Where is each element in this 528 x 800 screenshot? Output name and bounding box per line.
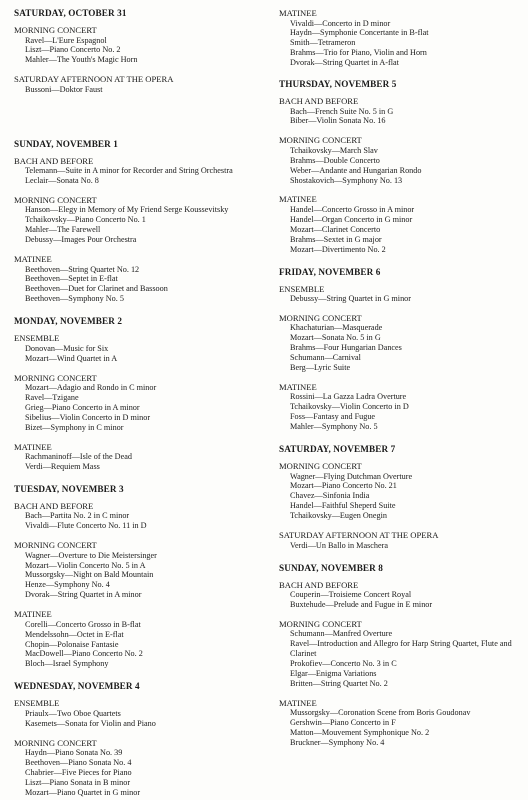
section-title: MATINEE: [14, 254, 52, 265]
program-list: [279, 294, 519, 304]
program-item: Bruckner—Symphony No. 4: [290, 737, 385, 747]
program-section: [14, 254, 259, 304]
day-block-friday-november-6: [279, 267, 519, 433]
day-block-wednesday-november-4: [14, 681, 259, 797]
section-title: BACH AND BEFORE: [279, 579, 359, 590]
program-item: Bach—French Suite No. 5 in G: [290, 106, 394, 116]
program-section: [14, 74, 259, 94]
program-section: [14, 738, 259, 798]
program-item: Bussoni—Doktor Faust: [25, 84, 103, 94]
program-list: [279, 19, 519, 69]
program-item: Mozart—Adagio and Rondo in C minor: [25, 383, 157, 392]
program-list: [279, 146, 519, 186]
day-heading: SUNDAY, NOVEMBER 8: [279, 562, 383, 573]
program-item: Prokofiev—Concerto No. 3 in C: [290, 659, 397, 669]
section-title: MORNING CONCERT: [279, 312, 362, 323]
program-item: Mozart—Clarinet Concerto: [290, 224, 381, 234]
program-list: [14, 452, 259, 472]
program-item: Vivaldi—Concerto in D minor: [290, 18, 391, 28]
program-item: Hanson—Elegy in Memory of My Friend Serge Koussevitsky: [25, 205, 229, 215]
program-section: [14, 698, 259, 728]
section-title: MORNING CONCERT: [14, 372, 97, 383]
program-section: [14, 25, 259, 65]
program-item: Mozart—Piano Concerto No. 21: [290, 481, 397, 491]
program-section: [279, 461, 519, 521]
program-item: Shostakovich—Symphony No. 13: [290, 175, 403, 185]
program-item: Donovan—Music for Six: [25, 343, 109, 353]
program-section: [279, 8, 519, 68]
program-item: Couperin—Troisieme Concert Royal: [290, 590, 412, 599]
program-item: Beethoven—Duet for Clarinet and Bassoon: [25, 284, 168, 294]
program-list: [14, 36, 259, 66]
program-item: Dvorak—String Quartet in A minor: [25, 590, 142, 600]
program-item: Henze—Symphony No. 4: [25, 580, 110, 590]
program-section: [14, 195, 259, 245]
section-title: MATINEE: [14, 441, 52, 452]
program-list: [14, 748, 259, 798]
section-title: MATINEE: [279, 8, 317, 18]
program-section: [279, 135, 519, 185]
section-title: ENSEMBLE: [14, 698, 60, 709]
program-list: [14, 85, 259, 95]
program-item: Handel—Concerto Grosso in A minor: [290, 204, 415, 214]
day-block-thursday-november-5: [279, 79, 519, 254]
program-section: [279, 530, 519, 550]
program-list: [14, 205, 259, 245]
program-section: [14, 156, 259, 186]
program-item: Foss—Fantasy and Fugue: [290, 412, 376, 422]
program-item: Haydn—Symphonie Concertante in B-flat: [290, 28, 429, 38]
program-item: Brahms—Sextet in G major: [290, 234, 382, 244]
day-block-saturday-november-7: [279, 444, 519, 550]
program-item: Tchaikovsky—Eugen Onegin: [290, 511, 387, 521]
program-list: [279, 472, 519, 522]
program-section: [14, 333, 259, 363]
program-list: [14, 344, 259, 364]
section-title: MATINEE: [279, 697, 317, 708]
program-list: [14, 166, 259, 186]
program-item: Brahms—Four Hungarian Dances: [290, 343, 402, 353]
program-list: [279, 590, 519, 610]
program-list: [279, 629, 519, 688]
program-item: Debussy—String Quartet in G minor: [290, 294, 411, 303]
program-item: Brahms—Trio for Piano, Violin and Horn: [290, 48, 427, 58]
program-item: Matton—Mouvement Symphonique No. 2: [290, 728, 430, 738]
program-list: [279, 392, 519, 432]
program-item: Chavez—Sinfonia India: [290, 491, 370, 501]
program-item: Mahler—The Youth's Magic Horn: [25, 55, 138, 65]
section-title: MATINEE: [279, 194, 317, 205]
day-block-sunday-november-8: [279, 563, 519, 748]
program-item: Grieg—Piano Concerto in A minor: [25, 402, 140, 412]
program-item: Tchaikovsky—Piano Concerto No. 1: [25, 215, 146, 225]
program-item: Dvorak—String Quartet in A-flat: [290, 58, 399, 68]
program-item: Schumann—Manfred Overture: [290, 629, 393, 639]
section-title: MATINEE: [279, 381, 317, 392]
section-title: BACH AND BEFORE: [14, 155, 94, 166]
program-item: Debussy—Images Pour Orchestra: [25, 235, 137, 245]
program-item: Beethoven—String Quartet No. 12: [25, 264, 140, 274]
program-item: Leclair—Sonata No. 8: [25, 176, 99, 186]
program-item: Kasemets—Sonata for Violin and Piano: [25, 718, 156, 728]
program-item: Handel—Organ Concerto in G minor: [290, 214, 413, 224]
program-list: [279, 323, 519, 373]
day-heading: MONDAY, NOVEMBER 2: [14, 316, 123, 327]
program-section: [279, 284, 519, 304]
program-item: Smith—Tetrameron: [290, 38, 356, 48]
day-block-saturday-october-31: [14, 8, 259, 95]
program-section: [14, 501, 259, 531]
program-section: [279, 96, 519, 126]
program-item: MacDowell—Piano Concerto No. 2: [25, 649, 143, 659]
section-title: MORNING CONCERT: [279, 618, 362, 629]
section-title: MORNING CONCERT: [14, 737, 97, 748]
program-item: Ravel—L'Eure Espagnol: [25, 35, 107, 45]
program-item: Sibelius—Violin Concerto in D minor: [25, 412, 151, 422]
program-item: Mussorgsky—Night on Bald Mountain: [25, 570, 154, 580]
program-item: Beethoven—Piano Sonata No. 4: [25, 757, 132, 767]
program-section: [279, 619, 519, 689]
program-item: Beethoven—Symphony No. 5: [25, 294, 124, 304]
program-item: Liszt—Piano Concerto No. 2: [25, 45, 121, 55]
program-item: Mendelssohn—Octet in E-flat: [25, 629, 124, 639]
day-block-monday-november-2: [14, 316, 259, 472]
program-section: [14, 540, 259, 600]
program-item: Elgar—Enigma Variations: [290, 668, 377, 678]
program-item: Vivaldi—Flute Concerto No. 11 in D: [25, 521, 147, 531]
program-list: [14, 511, 259, 531]
day-heading: SATURDAY, NOVEMBER 7: [279, 444, 396, 455]
day-block-continued: [279, 8, 519, 68]
program-item: Tchaikovsky—Violin Concerto in D: [290, 402, 409, 412]
program-item: Rossini—La Gazza Ladra Overture: [290, 392, 407, 402]
program-item: Priaulx—Two Oboe Quartets: [25, 708, 121, 718]
program-item: Wagner—Flying Dutchman Overture: [290, 471, 413, 481]
program-section: [279, 382, 519, 432]
right-column: [279, 8, 519, 748]
program-item: Rachmaninoff—Isle of the Dead: [25, 452, 132, 462]
program-list: [14, 383, 259, 433]
program-item: Haydn—Piano Sonata No. 39: [25, 748, 123, 758]
program-item: Liszt—Piano Sonata in B minor: [25, 777, 131, 787]
program-list: [14, 709, 259, 729]
day-heading: FRIDAY, NOVEMBER 6: [279, 266, 381, 277]
program-item: Mahler—Symphony No. 5: [290, 422, 378, 432]
left-column: [14, 8, 259, 798]
program-item: Wagner—Overture to Die Meistersinger: [25, 550, 157, 560]
program-item: Bach—Partita No. 2 in C minor: [25, 511, 130, 521]
day-block-tuesday-november-3: [14, 484, 259, 669]
program-item: Weber—Andante and Hungarian Rondo: [290, 165, 422, 175]
program-list: [279, 541, 519, 551]
program-item: Schumann—Carnival: [290, 353, 361, 363]
program-item: Mozart—Sonata No. 5 in G: [290, 333, 381, 343]
day-heading: SATURDAY, OCTOBER 31: [14, 8, 127, 18]
program-list: [14, 551, 259, 601]
program-item: Telemann—Suite in A minor for Recorder and String Orchestra: [25, 166, 233, 176]
program-section: [279, 313, 519, 373]
program-item: Mozart—Violin Concerto No. 5 in A: [25, 560, 146, 570]
day-heading: TUESDAY, NOVEMBER 3: [14, 483, 124, 494]
program-item: Mozart—Wind Quartet in A: [25, 353, 118, 363]
section-title: MORNING CONCERT: [14, 194, 97, 205]
program-item: Khachaturian—Masquerade: [290, 323, 383, 333]
program-item: Ravel—Tzigane: [25, 392, 79, 402]
program-item: Britten—String Quartet No. 2: [290, 678, 388, 688]
program-item: Corelli—Concerto Grosso in B-flat: [25, 619, 141, 629]
section-title: SATURDAY AFTERNOON AT THE OPERA: [279, 530, 439, 541]
program-item: Bloch—Israel Symphony: [25, 659, 109, 669]
program-item: Chabrier—Five Pieces for Piano: [25, 767, 132, 777]
section-title: ENSEMBLE: [279, 283, 325, 294]
program-section: [279, 580, 519, 610]
section-title: ENSEMBLE: [14, 333, 60, 344]
program-item: Biber—Violin Sonata No. 16: [290, 116, 386, 126]
program-item: Chopin—Polonaise Fantasie: [25, 639, 119, 649]
program-section: [279, 194, 519, 254]
program-item: Beethoven—Septet in E-flat: [25, 274, 118, 284]
section-title: BACH AND BEFORE: [14, 500, 94, 511]
program-item: Verdi—Un Ballo in Maschera: [290, 540, 388, 550]
program-item: Buxtehude—Prelude and Fugue in E minor: [290, 599, 433, 609]
program-item: Handel—Faithful Sheperd Suite: [290, 501, 396, 511]
day-heading: WEDNESDAY, NOVEMBER 4: [14, 681, 140, 692]
program-section: [14, 442, 259, 472]
program-item: Mussorgsky—Coronation Scene from Boris Goudonav: [290, 708, 471, 718]
program-section: [14, 609, 259, 669]
program-list: [279, 708, 519, 748]
program-item: Mozart—Piano Quartet in G minor: [25, 787, 141, 797]
program-item: Verdi—Requiem Mass: [25, 461, 100, 471]
section-title: SATURDAY AFTERNOON AT THE OPERA: [14, 74, 174, 85]
program-list: [14, 265, 259, 305]
program-item: Mahler—The Farewell: [25, 225, 101, 235]
section-title: MORNING CONCERT: [279, 461, 362, 472]
program-item: Bizet—Symphony in C minor: [25, 422, 124, 432]
program-item: Tchaikovsky—March Slav: [290, 145, 378, 155]
section-title: MATINEE: [14, 609, 52, 620]
section-title: MORNING CONCERT: [279, 135, 362, 146]
program-list: [14, 620, 259, 670]
day-block-sunday-november-1: [14, 139, 259, 305]
program-list: [279, 205, 519, 255]
program-section: [279, 698, 519, 748]
program-item: Brahms—Double Concerto: [290, 155, 380, 165]
program-item: Ravel—Introduction and Allegro for Harp String Quartet, Flute and Clarinet: [290, 639, 512, 659]
program-item: Berg—Lyric Suite: [290, 363, 351, 373]
section-title: MORNING CONCERT: [14, 25, 97, 35]
section-title: BACH AND BEFORE: [279, 96, 359, 107]
program-item: Mozart—Divertimento No. 2: [290, 244, 386, 254]
program-item: Gershwin—Piano Concerto in F: [290, 718, 396, 728]
program-section: [14, 373, 259, 433]
program-list: [279, 107, 519, 127]
section-title: MORNING CONCERT: [14, 540, 97, 551]
day-heading: THURSDAY, NOVEMBER 5: [279, 79, 397, 90]
day-heading: SUNDAY, NOVEMBER 1: [14, 138, 118, 149]
